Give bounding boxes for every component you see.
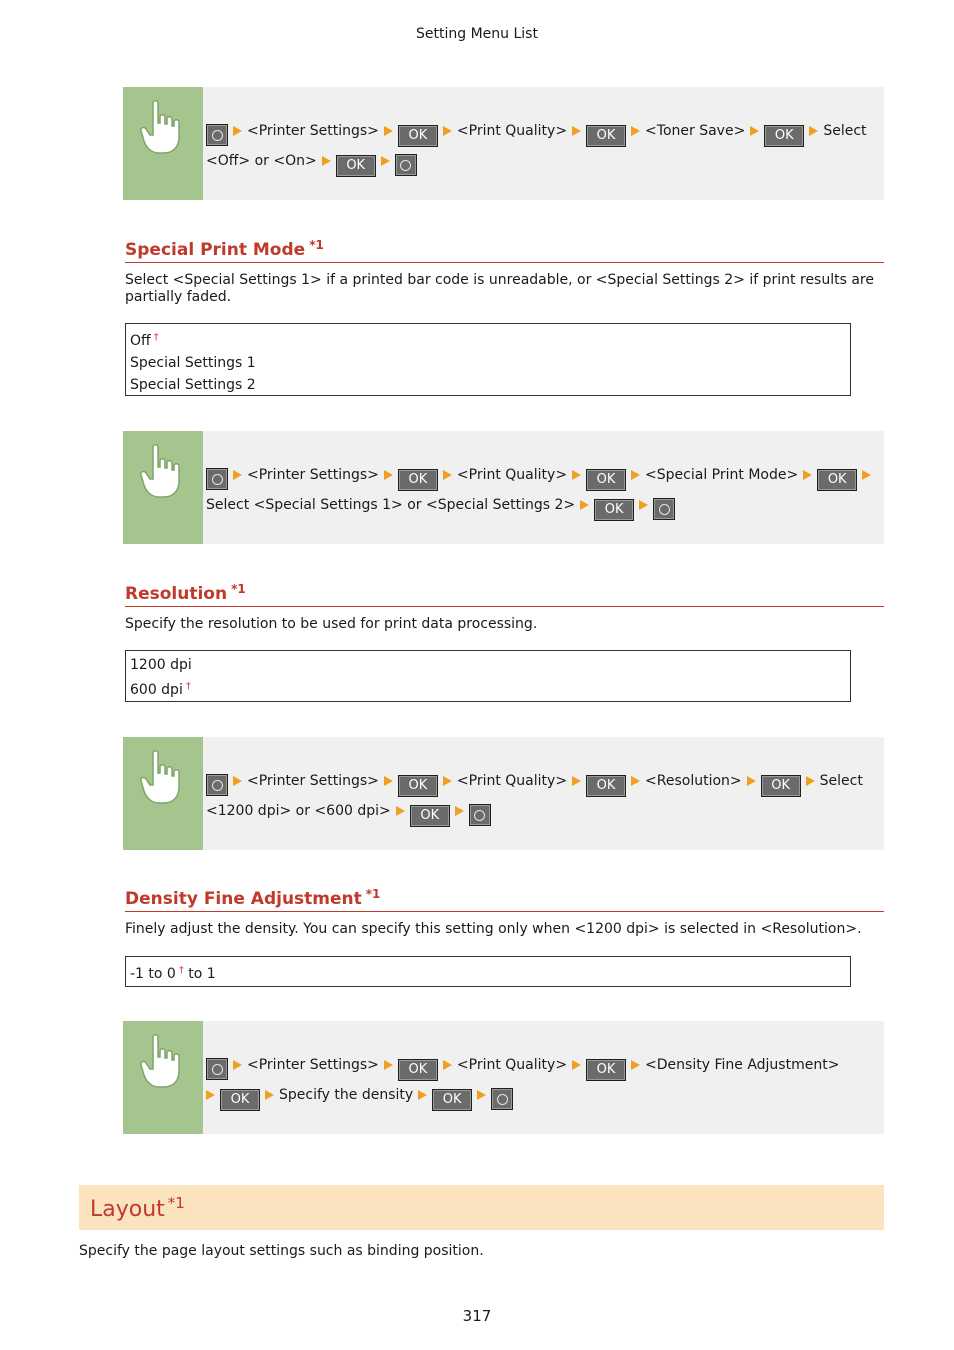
section-description: Specify the resolution to be used for print data processing. (125, 616, 538, 632)
arrow-icon (750, 126, 759, 136)
arrow-icon (396, 806, 405, 816)
pointing-hand-icon (139, 443, 183, 499)
options-box (125, 956, 851, 987)
ok-button-icon: OK (410, 805, 450, 827)
step-text: <Printer Settings> (247, 1057, 379, 1073)
option-item: Special Settings 2 (130, 377, 256, 393)
ok-button-icon: OK (398, 469, 438, 491)
ok-button-icon: OK (220, 1089, 260, 1111)
procedure-special-print-mode (123, 431, 884, 544)
ok-button-icon: OK (586, 125, 626, 147)
arrow-icon (572, 126, 581, 136)
arrow-icon (384, 1060, 393, 1070)
ok-button-icon: OK (398, 1059, 438, 1081)
home-button-icon (206, 774, 228, 796)
procedure-steps (206, 117, 878, 177)
option-item (126, 676, 850, 701)
default-mark: † (178, 965, 184, 976)
step-text: <Printer Settings> (247, 773, 379, 789)
arrow-icon (803, 470, 812, 480)
option-item: Special Settings 1 (130, 355, 256, 371)
layout-description: Specify the page layout settings such as binding position. (79, 1243, 484, 1259)
procedure-steps (206, 767, 878, 827)
hand-panel (123, 431, 203, 544)
arrow-icon (806, 776, 815, 786)
option-item (126, 957, 850, 988)
ok-button-icon: OK (398, 125, 438, 147)
arrow-icon (418, 1090, 427, 1100)
arrow-icon (233, 470, 242, 480)
ok-button-icon: OK (817, 469, 857, 491)
procedure-density (123, 1021, 884, 1134)
step-text: <Print Quality> (456, 123, 568, 139)
pointing-hand-icon (139, 1033, 183, 1089)
option-text: -1 to 0 (130, 966, 176, 982)
footnote-mark: *1 (167, 1194, 185, 1212)
default-mark: † (185, 681, 191, 692)
option-text: 600 dpi (130, 682, 183, 698)
page-number: 317 (462, 1307, 492, 1325)
step-text: <Resolution> (645, 773, 742, 789)
step-text: <Printer Settings> (247, 467, 379, 483)
home-button-icon (491, 1088, 513, 1110)
step-text: <Print Quality> (456, 467, 568, 483)
step-text: <Toner Save> (645, 123, 746, 139)
arrow-icon (809, 126, 818, 136)
section-description: Select <Special Settings 1> if a printed bar code is unreadable, or <Special Settings 2> if print results are partially faded. (125, 272, 874, 305)
ok-button-icon: OK (586, 1059, 626, 1081)
arrow-icon (631, 1060, 640, 1070)
step-text: <Print Quality> (456, 773, 568, 789)
step-text: Select (823, 123, 867, 139)
step-text: Select <Special Settings 1> or <Special Settings 2> (206, 497, 576, 513)
step-text: Specify the density (279, 1087, 414, 1103)
arrow-icon (381, 156, 390, 166)
section-title-text: Special Print Mode (125, 240, 306, 260)
ok-button-icon: OK (336, 155, 376, 177)
page-header: Setting Menu List (416, 26, 538, 42)
step-text: <Special Print Mode> (645, 467, 799, 483)
arrow-icon (322, 156, 331, 166)
footnote-mark: *1 (231, 582, 246, 596)
ok-button-icon: OK (594, 499, 634, 521)
step-text: <1200 dpi> or <600 dpi> (206, 803, 391, 819)
arrow-icon (747, 776, 756, 786)
arrow-icon (206, 1090, 215, 1100)
arrow-icon (233, 126, 242, 136)
hand-panel (123, 1021, 203, 1134)
arrow-icon (639, 500, 648, 510)
arrow-icon (631, 470, 640, 480)
ok-button-icon: OK (398, 775, 438, 797)
section-title-density-fine-adjustment (125, 887, 884, 912)
arrow-icon (443, 1060, 452, 1070)
ok-button-icon: OK (586, 775, 626, 797)
home-button-icon (206, 468, 228, 490)
arrow-icon (384, 126, 393, 136)
layout-heading-bar (79, 1185, 884, 1230)
arrow-icon (384, 470, 393, 480)
home-button-icon (206, 124, 228, 146)
arrow-icon (477, 1090, 486, 1100)
option-item (126, 327, 850, 352)
section-title-special-print-mode (125, 238, 884, 263)
option-text: to 1 (188, 966, 216, 982)
options-box (125, 650, 851, 702)
procedure-toner-save (123, 87, 884, 200)
arrow-icon (862, 470, 871, 480)
footnote-mark: *1 (309, 238, 324, 252)
section-description: Finely adjust the density. You can specify this setting only when <1200 dpi> is selected in <Resolution>. (125, 921, 862, 937)
footnote-mark: *1 (365, 887, 381, 901)
step-text: <Off> or <On> (206, 153, 317, 169)
home-button-icon (395, 154, 417, 176)
arrow-icon (631, 776, 640, 786)
home-button-icon (653, 498, 675, 520)
step-text: <Printer Settings> (247, 123, 379, 139)
ok-button-icon: OK (432, 1089, 472, 1111)
pointing-hand-icon (139, 749, 183, 805)
option-item: 1200 dpi (130, 657, 192, 673)
layout-title (90, 1194, 185, 1222)
arrow-icon (572, 470, 581, 480)
procedure-resolution (123, 737, 884, 850)
procedure-steps (206, 461, 878, 521)
step-text: <Density Fine Adjustment> (645, 1057, 840, 1073)
arrow-icon (455, 806, 464, 816)
ok-button-icon: OK (586, 469, 626, 491)
ok-button-icon: OK (761, 775, 801, 797)
section-title-resolution (125, 582, 884, 607)
arrow-icon (233, 1060, 242, 1070)
section-title-text: Resolution (125, 584, 228, 604)
hand-panel (123, 737, 203, 850)
home-button-icon (206, 1058, 228, 1080)
procedure-steps (206, 1051, 878, 1111)
arrow-icon (443, 126, 452, 136)
arrow-icon (384, 776, 393, 786)
home-button-icon (469, 804, 491, 826)
step-text: Select (819, 773, 863, 789)
default-mark: † (153, 332, 159, 343)
arrow-icon (233, 776, 242, 786)
section-title-text: Density Fine Adjustment (125, 889, 362, 909)
ok-button-icon: OK (764, 125, 804, 147)
arrow-icon (265, 1090, 274, 1100)
layout-title-text: Layout (90, 1197, 165, 1222)
hand-panel (123, 87, 203, 200)
step-text: <Print Quality> (456, 1057, 568, 1073)
arrow-icon (580, 500, 589, 510)
option-text: Off (130, 333, 151, 349)
arrow-icon (443, 470, 452, 480)
arrow-icon (572, 1060, 581, 1070)
options-box (125, 323, 851, 396)
arrow-icon (631, 126, 640, 136)
pointing-hand-icon (139, 99, 183, 155)
arrow-icon (443, 776, 452, 786)
arrow-icon (572, 776, 581, 786)
